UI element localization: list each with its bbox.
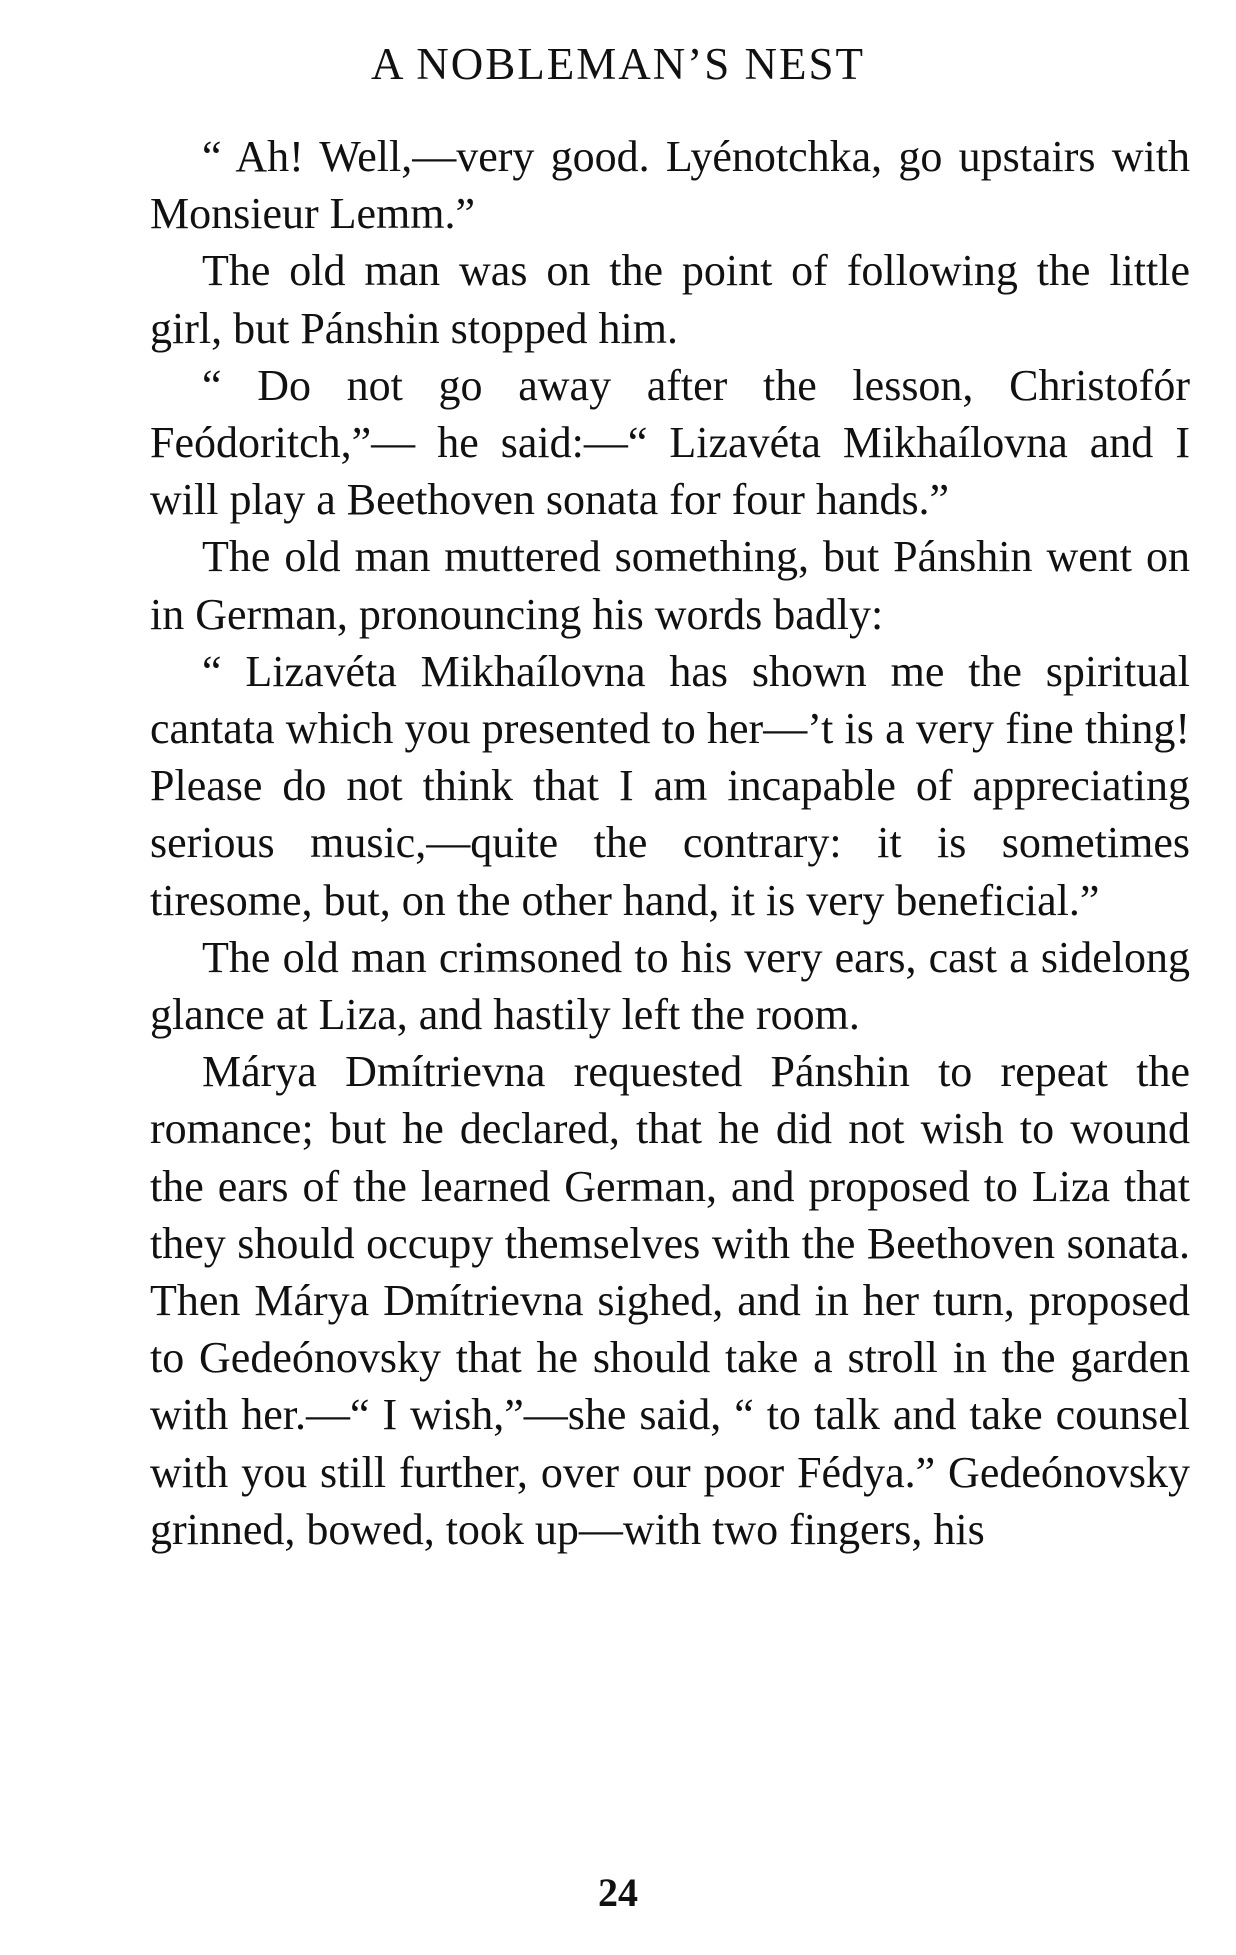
running-head: A NOBLEMAN’S NEST (370, 39, 866, 89)
paragraph-6: The old man crimsoned to his very ears, cast a sidelong glance at Liza, and hastily left the room. (150, 932, 1190, 1040)
page-number: 24 (598, 1870, 638, 1915)
paragraph-1: “ Ah! Well,—very good. Lyénotchka, go upstairs with Monsieur Lemm.” (150, 132, 1190, 239)
paragraph-7: Márya Dmítrievna requested Pánshin to repeat the romance; but he declared, that he did not wish to wound the ears of the learned German, and proposed to Liza that they should occupy themselves with the Beethoven sonata. Then Márya Dmítrievna sighed, and in her turn, proposed to Gedeónovsky that he should take a stroll in the garden with her.—“ I wish,”—she said, “ to talk and take counsel with you still further, over our poor Fédya.” Gedeónovsky grinned, bowed, took up—with two fingers, his (150, 1047, 1190, 1554)
paragraph-2: The old man was on the point of following the little girl, but Pánshin stopped him. (150, 246, 1190, 353)
body-text (150, 128, 1190, 1558)
paragraph-3: “ Do not go away after the lesson, Christofór Feódoritch,”— he said:—“ Lizavéta Mikhaílovna and I will play a Beethoven sonata for four hands.” (150, 360, 1190, 525)
paragraph-5: “ Lizavéta Mikhaílovna has shown me the spiritual cantata which you presented to her—’t is a very fine thing! Please do not think that I am incapable of appreciating serious music,—quite the contrary: it is sometimes tiresome, but, on the other hand, it is very beneficial.” (150, 646, 1190, 925)
paragraph-4: The old man muttered something, but Pánshin went on in German, pronouncing his words badly: (150, 532, 1190, 639)
